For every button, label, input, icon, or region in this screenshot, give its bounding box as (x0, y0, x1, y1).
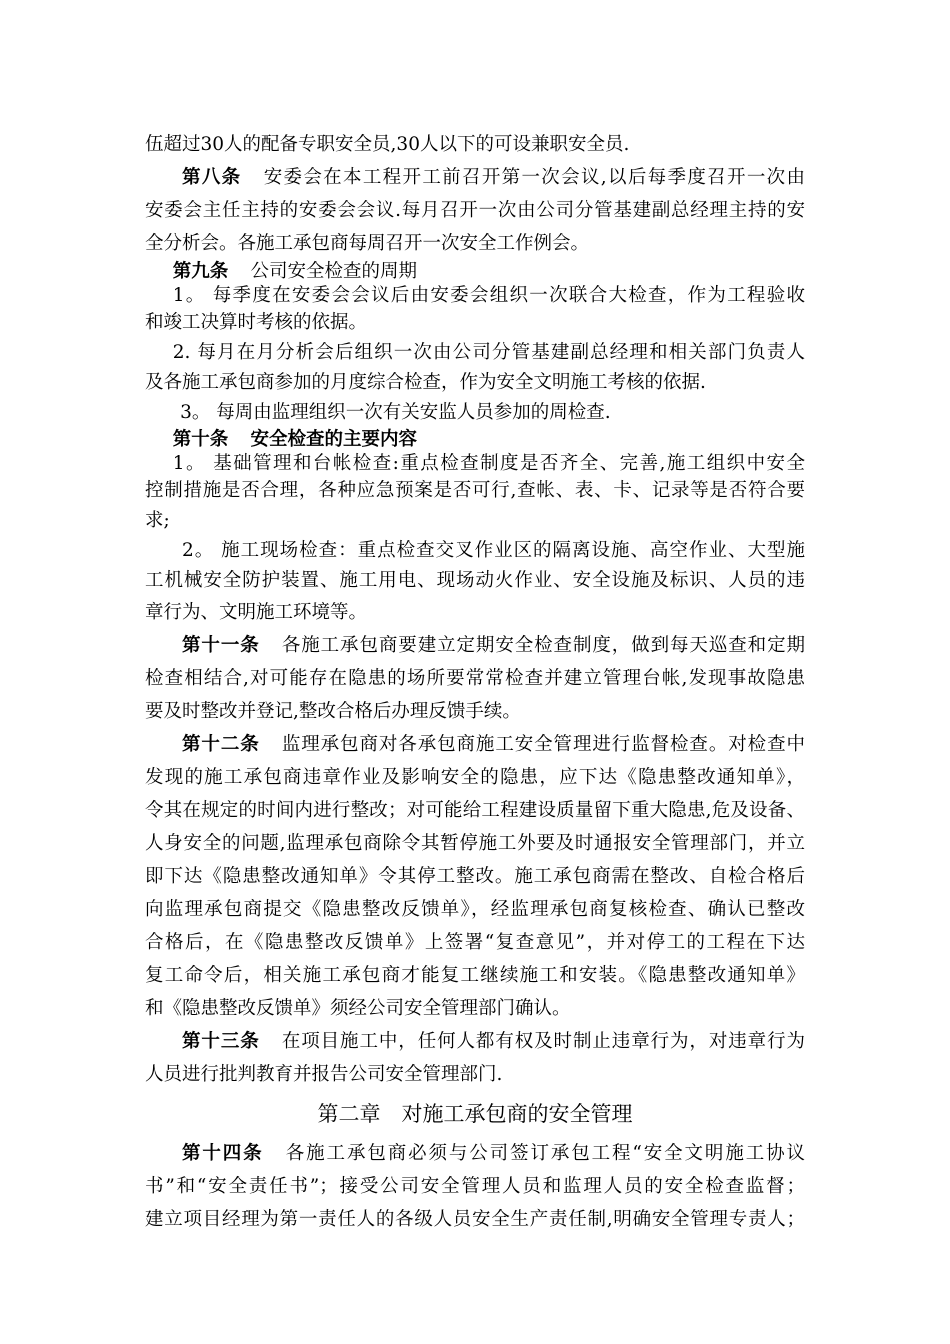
text-line: 向监理承包商提交《隐患整改反馈单》，经监理承包商复核检查、确认已整改 (145, 899, 805, 920)
text-line: 复工命令后，相关施工承包商才能复工继续施工和安装。《隐患整改通知单》 (145, 965, 805, 986)
article-heading: 第十三条 (182, 1031, 260, 1052)
text-line: 和《隐患整改反馈单》须经公司安全管理部门确认。 (145, 998, 571, 1019)
text-line: 人身安全的问题,监理承包商除令其暂停施工外要及时通报安全管理部门，并立 (145, 833, 805, 854)
chapter-heading: 第二章 对施工承包商的安全管理 (317, 1102, 633, 1126)
text-line: 伍超过30人的配备专职安全员,30人以下的可设兼职安全员. (145, 134, 630, 155)
text-line: 全分析会。各施工承包商每周召开一次安全工作例会。 (145, 233, 590, 254)
text-line: 合格后，在《隐患整改反馈单》上签署“复查意见”，并对停工的工程在下达 (145, 932, 805, 953)
article-11-line: 第十一条 各施工承包商要建立定期安全检查制度，做到每天巡查和定期 (182, 635, 805, 656)
text-line: 3。 每周由监理组织一次有关安监人员参加的周检查. (180, 402, 611, 423)
text-line: 1。 每季度在安委会会议后由安委会组织一次联合大检查，作为工程验收 (172, 285, 805, 306)
text-line: 要及时整改并登记,整改合格后办理反馈手续。 (145, 701, 521, 722)
text-line: 发现的施工承包商违章作业及影响安全的隐患，应下达《隐患整改通知单》， (145, 767, 805, 788)
text-line: 章行为、文明施工环境等。 (145, 602, 368, 623)
text-line: 2。 施工现场检查：重点检查交叉作业区的隔离设施、高空作业、大型施 (182, 540, 805, 561)
text-line: 及各施工承包商参加的月度综合检查，作为安全文明施工考核的依据. (145, 372, 706, 393)
article-8-line: 第八条 安委会在本工程开工前召开第一次会议,以后每季度召开一次由 (182, 167, 805, 188)
text-line: 控制措施是否合理，各种应急预案是否可行,查帐、表、卡、记录等是否符合要 (145, 480, 805, 501)
article-heading: 第十二条 (182, 734, 260, 755)
text-line: 令其在规定的时间内进行整改；对可能给工程建设质量留下重大隐患,危及设备、 (145, 800, 805, 821)
article-13-line: 第十三条 在项目施工中，任何人都有权及时制止违章行为，对违章行为 (182, 1031, 805, 1052)
article-10-line (145, 428, 805, 452)
article-heading: 第十一条 (182, 635, 260, 656)
article-9-line: 第九条 公司安全检查的周期 (172, 261, 417, 282)
document-page (145, 128, 805, 1236)
text-line: 书”和“安全责任书”；接受公司安全管理人员和监理人员的安全检查监督； (145, 1176, 805, 1197)
article-heading: 第十四条 (182, 1143, 264, 1164)
article-heading: 第八条 (182, 167, 242, 188)
article-14-line: 第十四条 各施工承包商必须与公司签订承包工程“安全文明施工协议 (182, 1143, 805, 1164)
text-line: 安委会主任主持的安委会会议.每月召开一次由公司分管基建副总经理主持的安 (145, 200, 805, 221)
text-line: 工机械安全防护装置、施工用电、现场动火作业、安全设施及标识、人员的违 (145, 570, 805, 591)
text-line: 建立项目经理为第一责任人的各级人员安全生产责任制,明确安全管理专责人； (145, 1209, 805, 1230)
text-line: 检查相结合,对可能存在隐患的场所要常常检查并建立管理台帐,发现事故隐患 (145, 668, 805, 689)
text-line: 求; (145, 510, 170, 531)
text-line: 和竣工决算时考核的依据。 (145, 312, 368, 333)
article-heading: 第九条 (172, 261, 229, 282)
article-heading: 第十条 (172, 429, 229, 450)
article-subject: 安全检查的主要内容 (250, 429, 417, 450)
text-line: 人员进行批判教育并报告公司安全管理部门. (145, 1064, 503, 1085)
text-line: 1。 基础管理和台帐检查:重点检查制度是否齐全、完善,施工组织中安全 (172, 453, 805, 474)
article-12-line: 第十二条 监理承包商对各承包商施工安全管理进行监督检查。对检查中 (182, 734, 805, 755)
text-line: 即下达《隐患整改通知单》令其停工整改。施工承包商需在整改、自检合格后 (145, 866, 805, 887)
text-line: 2. 每月在月分析会后组织一次由公司分管基建副总经理和相关部门负责人 (172, 342, 805, 363)
